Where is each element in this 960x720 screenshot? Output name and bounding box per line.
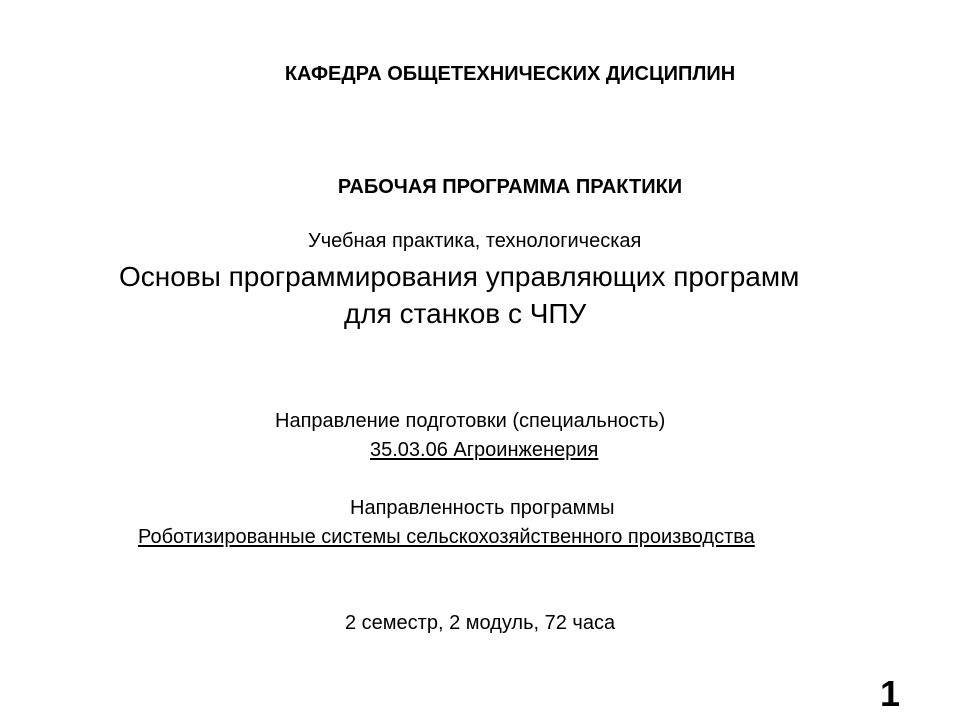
direction-value: 35.03.06 Агроинженерия bbox=[370, 439, 599, 461]
page-number: 1 bbox=[880, 673, 901, 714]
schedule-info: 2 семестр, 2 модуль, 72 часа bbox=[345, 612, 616, 634]
focus-value: Роботизированные системы сельскохозяйственного производства bbox=[138, 526, 755, 548]
direction-label: Направление подготовки (специальность) bbox=[275, 410, 666, 432]
focus-label: Направленность программы bbox=[350, 497, 615, 519]
department-title: КАФЕДРА ОБЩЕТЕХНИЧЕСКИХ ДИСЦИПЛИН bbox=[284, 63, 736, 85]
course-title-line1: Основы программирования управляющих программ bbox=[119, 261, 800, 292]
course-title-line2: для станков с ЧПУ bbox=[344, 298, 587, 329]
practice-type: Учебная практика, технологическая bbox=[308, 230, 642, 252]
document-title: РАБОЧАЯ ПРОГРАММА ПРАКТИКИ bbox=[337, 176, 683, 198]
